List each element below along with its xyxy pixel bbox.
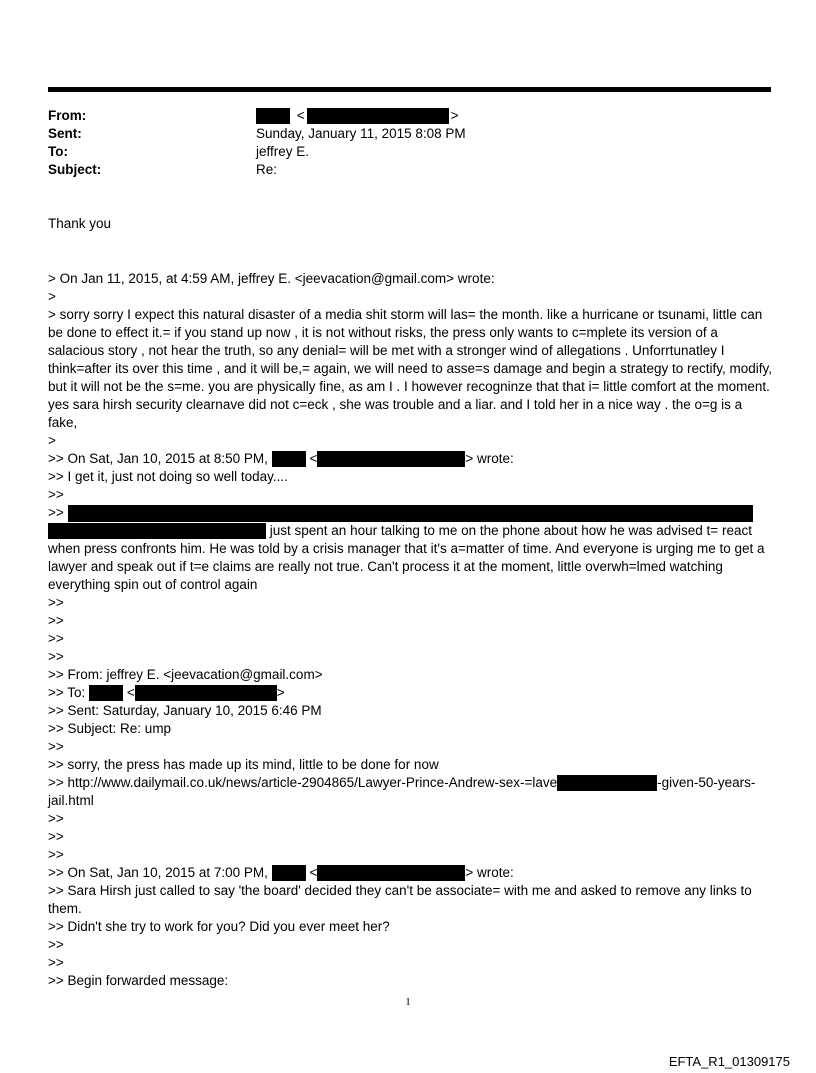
quote-intro-text: > wrote: [465, 451, 514, 466]
quote-line: >> sorry, the press has made up its mind, little to be done for now [48, 757, 439, 772]
from-label: From: [48, 108, 87, 123]
to-value: jeffrey E. [256, 144, 310, 159]
redaction-box [272, 451, 306, 467]
quote-intro-line [48, 450, 772, 468]
subject-value: Re: [256, 162, 278, 177]
sent-label: Sent: [48, 126, 82, 141]
quote-line [48, 504, 772, 522]
redaction-box [68, 505, 753, 522]
reply-text: Thank you [48, 216, 112, 231]
quote-intro-text: > wrote: [465, 865, 514, 880]
quoted-thread [48, 270, 772, 990]
redaction-box [135, 685, 277, 701]
page-number: 1 [405, 996, 411, 1008]
quote-paragraph [48, 522, 772, 594]
quote-intro-text: >> On Sat, Jan 10, 2015 at 8:50 PM, [48, 451, 268, 466]
quote-intro-text: >> On Sat, Jan 10, 2015 at 7:00 PM, [48, 865, 268, 880]
quote-line: >> [48, 631, 64, 646]
quote-line: >> I get it, just not doing so well today.... [48, 469, 288, 484]
redaction-box [48, 523, 266, 539]
quote-intro-line [48, 864, 772, 882]
quote-line: >> Didn't she try to work for you? Did you ever meet her? [48, 919, 390, 934]
quote-line: >> [48, 595, 64, 610]
document-id: EFTA_R1_01309175 [668, 1054, 790, 1069]
redaction-box [317, 451, 465, 467]
quote-line: > [48, 289, 56, 304]
quote-line: >> [48, 847, 64, 862]
redaction-box [307, 108, 449, 124]
redaction-box [557, 775, 657, 791]
quote-intro-text: < [309, 865, 318, 880]
quote-marker: >> [48, 505, 64, 520]
article-link-cont: jail.html [48, 793, 94, 808]
quote-line: >> [48, 955, 64, 970]
forwarded-to-text: >> To: [48, 685, 86, 700]
forwarded-from: >> From: jeffrey E. <jeevacation@gmail.com> [48, 667, 323, 682]
article-link-text: >> http://www.dailymail.co.uk/news/article-2904865/Lawyer-Prince-Andrew-sex-=lave [48, 775, 558, 790]
quote-paragraph: > sorry sorry I expect this natural disaster of a media shit storm will las= the month. like a hurricane or tsunami, little can be done to effect it.= if you stand up now , it is not without risks, the press only wants to c=mplete its version of a salacious story , not hear the truth, so any denial= will be met with a stronger wind of allegations . Unforrtunatley I think=after its over this time , and it will be,= again, we will need to asse=s damage and begin a strategy to rectify, modify, but it will not be the s=me. you are physically fine, as am I . I however recogninze that that i= little comfort at the moment. yes sara hirsh security clearnave did not c=eck , she was trouble and a liar. and I told her in a nice way . the o=g is a fake, [48, 307, 772, 430]
article-link [48, 774, 772, 792]
quote-line: >> [48, 829, 64, 844]
redaction-box [256, 108, 290, 124]
forwarded-message-marker: >> Begin forwarded message: [48, 973, 229, 988]
quote-intro-line: > On Jan 11, 2015, at 4:59 AM, jeffrey E. <jeevacation@gmail.com> wrote: [48, 271, 495, 286]
forwarded-to [48, 684, 772, 702]
quote-line: >> [48, 811, 64, 826]
forwarded-subject: >> Subject: Re: ump [48, 721, 172, 736]
forwarded-to-text: > [276, 685, 285, 700]
quote-line: >> [48, 613, 64, 628]
quote-paragraph-text: just spent an hour talking to me on the phone about how he was advised t= react when press confronts him. He was told by a crisis manager that it's a=matter of time. And everyone is urging me to get a lawyer and speak out if t=e claims are really not true. Can't process it at the moment, little overwh=lmed watching everything spin out of control again [48, 523, 765, 592]
quote-line: >> [48, 739, 64, 754]
sent-value: Sunday, January 11, 2015 8:08 PM [256, 126, 466, 141]
quote-line: >> [48, 649, 64, 664]
subject-label: Subject: [48, 162, 102, 177]
quote-line: >> [48, 937, 64, 952]
quote-line: > [48, 433, 56, 448]
header-rule [48, 87, 771, 92]
quote-paragraph: >> Sara Hirsh just called to say 'the board' decided they can't be associate= with me and asked to remove any links to them. [48, 883, 752, 916]
quote-line: >> [48, 487, 64, 502]
article-link-text: -given-50-years- [657, 775, 756, 790]
redaction-box [272, 865, 306, 881]
redaction-box [89, 685, 123, 701]
from-value: < > [256, 107, 459, 125]
forwarded-sent: >> Sent: Saturday, January 10, 2015 6:46 PM [48, 703, 322, 718]
to-label: To: [48, 144, 68, 159]
redaction-box [317, 865, 465, 881]
forwarded-to-text: < [126, 685, 135, 700]
quote-intro-text: < [309, 451, 318, 466]
